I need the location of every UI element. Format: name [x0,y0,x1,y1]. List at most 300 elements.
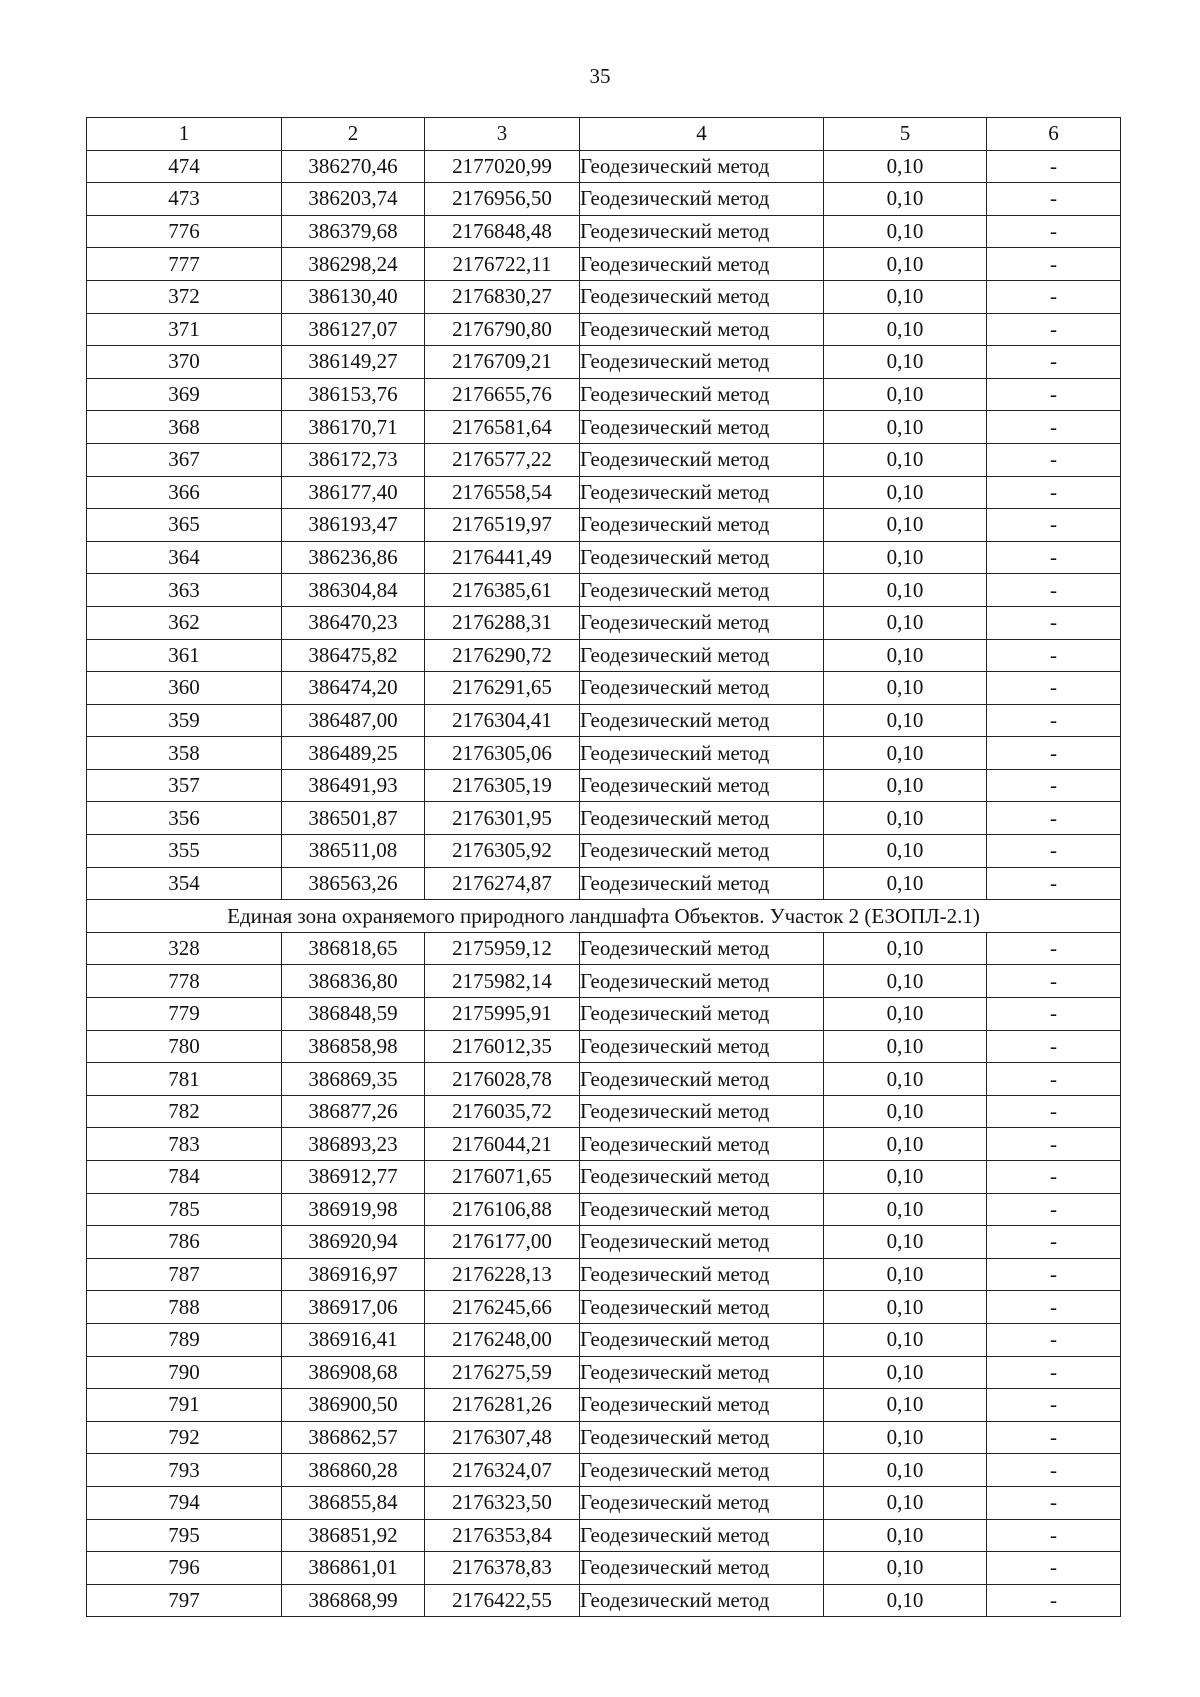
x-coordinate-cell: 386203,74 [282,183,425,216]
method-cell: Геодезический метод [580,1291,824,1324]
y-coordinate-cell: 2176274,87 [425,867,580,900]
point-number-cell: 473 [87,183,282,216]
method-cell: Геодезический метод [580,998,824,1031]
note-cell: - [987,574,1121,607]
method-cell: Геодезический метод [580,1552,824,1585]
y-coordinate-cell: 2176291,65 [425,672,580,705]
table-row [87,1519,1121,1552]
x-coordinate-cell: 386149,27 [282,346,425,379]
point-number-cell: 368 [87,411,282,444]
x-coordinate-cell: 386836,80 [282,965,425,998]
point-number-cell: 779 [87,998,282,1031]
accuracy-cell: 0,10 [824,1519,987,1552]
point-number-cell: 785 [87,1193,282,1226]
y-coordinate-cell: 2176305,06 [425,737,580,770]
note-cell: - [987,1552,1121,1585]
table-row [87,1193,1121,1226]
point-number-cell: 359 [87,704,282,737]
x-coordinate-cell: 386912,77 [282,1161,425,1194]
accuracy-cell: 0,10 [824,1389,987,1422]
point-number-cell: 355 [87,835,282,868]
table-row [87,1030,1121,1063]
y-coordinate-cell: 2176071,65 [425,1161,580,1194]
accuracy-cell: 0,10 [824,1486,987,1519]
x-coordinate-cell: 386127,07 [282,313,425,346]
method-cell: Геодезический метод [580,150,824,183]
note-cell: - [987,1486,1121,1519]
note-cell: - [987,1519,1121,1552]
accuracy-cell: 0,10 [824,1291,987,1324]
point-number-cell: 789 [87,1323,282,1356]
point-number-cell: 365 [87,509,282,542]
note-cell: - [987,932,1121,965]
table-row [87,509,1121,542]
point-number-cell: 797 [87,1584,282,1617]
note-cell: - [987,1323,1121,1356]
table-row [87,704,1121,737]
accuracy-cell: 0,10 [824,998,987,1031]
x-coordinate-cell: 386916,41 [282,1323,425,1356]
x-coordinate-cell: 386491,93 [282,769,425,802]
table-row [87,639,1121,672]
y-coordinate-cell: 2176304,41 [425,704,580,737]
x-coordinate-cell: 386818,65 [282,932,425,965]
accuracy-cell: 0,10 [824,1356,987,1389]
table-row [87,1226,1121,1259]
accuracy-cell: 0,10 [824,509,987,542]
table-row [87,802,1121,835]
method-cell: Геодезический метод [580,1389,824,1422]
point-number-cell: 796 [87,1552,282,1585]
table-row [87,378,1121,411]
point-number-cell: 793 [87,1454,282,1487]
table-row [87,443,1121,476]
y-coordinate-cell: 2176248,00 [425,1323,580,1356]
table-row [87,1356,1121,1389]
method-cell: Геодезический метод [580,835,824,868]
section-row [87,900,1121,933]
method-cell: Геодезический метод [580,476,824,509]
y-coordinate-cell: 2176245,66 [425,1291,580,1324]
method-cell: Геодезический метод [580,769,824,802]
accuracy-cell: 0,10 [824,867,987,900]
accuracy-cell: 0,10 [824,574,987,607]
table-row [87,1291,1121,1324]
method-cell: Геодезический метод [580,802,824,835]
table-body [87,118,1121,1617]
header-cell-2: 2 [282,118,425,151]
table-row [87,606,1121,639]
method-cell: Геодезический метод [580,411,824,444]
note-cell: - [987,737,1121,770]
note-cell: - [987,378,1121,411]
note-cell: - [987,248,1121,281]
point-number-cell: 372 [87,280,282,313]
accuracy-cell: 0,10 [824,1161,987,1194]
note-cell: - [987,769,1121,802]
x-coordinate-cell: 386304,84 [282,574,425,607]
accuracy-cell: 0,10 [824,476,987,509]
x-coordinate-cell: 386858,98 [282,1030,425,1063]
x-coordinate-cell: 386877,26 [282,1095,425,1128]
table-row [87,1389,1121,1422]
x-coordinate-cell: 386900,50 [282,1389,425,1422]
table-row [87,1584,1121,1617]
y-coordinate-cell: 2175995,91 [425,998,580,1031]
x-coordinate-cell: 386489,25 [282,737,425,770]
method-cell: Геодезический метод [580,509,824,542]
method-cell: Геодезический метод [580,1454,824,1487]
x-coordinate-cell: 386861,01 [282,1552,425,1585]
y-coordinate-cell: 2175959,12 [425,932,580,965]
point-number-cell: 363 [87,574,282,607]
y-coordinate-cell: 2176558,54 [425,476,580,509]
point-number-cell: 784 [87,1161,282,1194]
note-cell: - [987,1063,1121,1096]
method-cell: Геодезический метод [580,606,824,639]
point-number-cell: 778 [87,965,282,998]
table-row [87,1421,1121,1454]
note-cell: - [987,867,1121,900]
x-coordinate-cell: 386511,08 [282,835,425,868]
table-row [87,835,1121,868]
note-cell: - [987,183,1121,216]
y-coordinate-cell: 2176441,49 [425,541,580,574]
method-cell: Геодезический метод [580,1193,824,1226]
accuracy-cell: 0,10 [824,769,987,802]
accuracy-cell: 0,10 [824,932,987,965]
x-coordinate-cell: 386917,06 [282,1291,425,1324]
point-number-cell: 328 [87,932,282,965]
method-cell: Геодезический метод [580,1063,824,1096]
y-coordinate-cell: 2176228,13 [425,1258,580,1291]
note-cell: - [987,672,1121,705]
x-coordinate-cell: 386869,35 [282,1063,425,1096]
y-coordinate-cell: 2176848,48 [425,215,580,248]
x-coordinate-cell: 386474,20 [282,672,425,705]
x-coordinate-cell: 386270,46 [282,150,425,183]
table-row [87,672,1121,705]
accuracy-cell: 0,10 [824,378,987,411]
table-row [87,574,1121,607]
note-cell: - [987,1291,1121,1324]
point-number-cell: 788 [87,1291,282,1324]
accuracy-cell: 0,10 [824,150,987,183]
y-coordinate-cell: 2176324,07 [425,1454,580,1487]
method-cell: Геодезический метод [580,574,824,607]
method-cell: Геодезический метод [580,1486,824,1519]
header-cell-3: 3 [425,118,580,151]
point-number-cell: 360 [87,672,282,705]
note-cell: - [987,1128,1121,1161]
y-coordinate-cell: 2176288,31 [425,606,580,639]
y-coordinate-cell: 2176307,48 [425,1421,580,1454]
point-number-cell: 366 [87,476,282,509]
y-coordinate-cell: 2177020,99 [425,150,580,183]
x-coordinate-cell: 386177,40 [282,476,425,509]
method-cell: Геодезический метод [580,541,824,574]
x-coordinate-cell: 386916,97 [282,1258,425,1291]
accuracy-cell: 0,10 [824,280,987,313]
y-coordinate-cell: 2176655,76 [425,378,580,411]
table-row [87,998,1121,1031]
x-coordinate-cell: 386893,23 [282,1128,425,1161]
x-coordinate-cell: 386860,28 [282,1454,425,1487]
y-coordinate-cell: 2176035,72 [425,1095,580,1128]
method-cell: Геодезический метод [580,1226,824,1259]
y-coordinate-cell: 2176422,55 [425,1584,580,1617]
method-cell: Геодезический метод [580,1584,824,1617]
accuracy-cell: 0,10 [824,835,987,868]
note-cell: - [987,802,1121,835]
table-row [87,215,1121,248]
point-number-cell: 361 [87,639,282,672]
accuracy-cell: 0,10 [824,1128,987,1161]
method-cell: Геодезический метод [580,248,824,281]
x-coordinate-cell: 386298,24 [282,248,425,281]
accuracy-cell: 0,10 [824,346,987,379]
accuracy-cell: 0,10 [824,1552,987,1585]
x-coordinate-cell: 386501,87 [282,802,425,835]
accuracy-cell: 0,10 [824,1584,987,1617]
point-number-cell: 786 [87,1226,282,1259]
table-row [87,1258,1121,1291]
table-row [87,150,1121,183]
x-coordinate-cell: 386172,73 [282,443,425,476]
page-number: 35 [589,64,611,88]
method-cell: Геодезический метод [580,1128,824,1161]
note-cell: - [987,1161,1121,1194]
x-coordinate-cell: 386908,68 [282,1356,425,1389]
table-row [87,965,1121,998]
note-cell: - [987,411,1121,444]
point-number-cell: 791 [87,1389,282,1422]
method-cell: Геодезический метод [580,704,824,737]
x-coordinate-cell: 386236,86 [282,541,425,574]
accuracy-cell: 0,10 [824,1063,987,1096]
y-coordinate-cell: 2176177,00 [425,1226,580,1259]
y-coordinate-cell: 2176830,27 [425,280,580,313]
note-cell: - [987,704,1121,737]
section-title: Единая зона охраняемого природного ландшафта Объектов. Участок 2 (ЕЗОПЛ-2.1) [87,900,1121,933]
y-coordinate-cell: 2176790,80 [425,313,580,346]
note-cell: - [987,150,1121,183]
point-number-cell: 369 [87,378,282,411]
y-coordinate-cell: 2176106,88 [425,1193,580,1226]
method-cell: Геодезический метод [580,443,824,476]
table-row [87,183,1121,216]
point-number-cell: 362 [87,606,282,639]
table-row [87,1063,1121,1096]
table-row [87,1095,1121,1128]
point-number-cell: 783 [87,1128,282,1161]
note-cell: - [987,215,1121,248]
point-number-cell: 792 [87,1421,282,1454]
accuracy-cell: 0,10 [824,965,987,998]
point-number-cell: 370 [87,346,282,379]
point-number-cell: 357 [87,769,282,802]
accuracy-cell: 0,10 [824,672,987,705]
y-coordinate-cell: 2176281,26 [425,1389,580,1422]
x-coordinate-cell: 386153,76 [282,378,425,411]
note-cell: - [987,1226,1121,1259]
accuracy-cell: 0,10 [824,183,987,216]
method-cell: Геодезический метод [580,215,824,248]
accuracy-cell: 0,10 [824,1323,987,1356]
point-number-cell: 777 [87,248,282,281]
method-cell: Геодезический метод [580,183,824,216]
x-coordinate-cell: 386855,84 [282,1486,425,1519]
note-cell: - [987,280,1121,313]
x-coordinate-cell: 386862,57 [282,1421,425,1454]
note-cell: - [987,965,1121,998]
table-row [87,1552,1121,1585]
y-coordinate-cell: 2176722,11 [425,248,580,281]
method-cell: Геодезический метод [580,1258,824,1291]
y-coordinate-cell: 2176709,21 [425,346,580,379]
method-cell: Геодезический метод [580,346,824,379]
method-cell: Геодезический метод [580,1519,824,1552]
table-row [87,1161,1121,1194]
x-coordinate-cell: 386475,82 [282,639,425,672]
point-number-cell: 794 [87,1486,282,1519]
y-coordinate-cell: 2176353,84 [425,1519,580,1552]
accuracy-cell: 0,10 [824,215,987,248]
method-cell: Геодезический метод [580,867,824,900]
table-row [87,737,1121,770]
table-row [87,476,1121,509]
note-cell: - [987,639,1121,672]
point-number-cell: 367 [87,443,282,476]
accuracy-cell: 0,10 [824,1454,987,1487]
accuracy-cell: 0,10 [824,541,987,574]
note-cell: - [987,476,1121,509]
method-cell: Геодезический метод [580,1095,824,1128]
accuracy-cell: 0,10 [824,1226,987,1259]
note-cell: - [987,1193,1121,1226]
table-row [87,411,1121,444]
accuracy-cell: 0,10 [824,443,987,476]
table-row [87,313,1121,346]
y-coordinate-cell: 2176581,64 [425,411,580,444]
accuracy-cell: 0,10 [824,1095,987,1128]
y-coordinate-cell: 2176012,35 [425,1030,580,1063]
method-cell: Геодезический метод [580,1356,824,1389]
y-coordinate-cell: 2176301,95 [425,802,580,835]
y-coordinate-cell: 2176305,19 [425,769,580,802]
y-coordinate-cell: 2175982,14 [425,965,580,998]
x-coordinate-cell: 386170,71 [282,411,425,444]
method-cell: Геодезический метод [580,313,824,346]
y-coordinate-cell: 2176385,61 [425,574,580,607]
coordinates-table [86,117,1121,1617]
y-coordinate-cell: 2176028,78 [425,1063,580,1096]
table-row [87,1128,1121,1161]
header-cell-5: 5 [824,118,987,151]
point-number-cell: 780 [87,1030,282,1063]
method-cell: Геодезический метод [580,280,824,313]
table-row [87,541,1121,574]
x-coordinate-cell: 386379,68 [282,215,425,248]
note-cell: - [987,1584,1121,1617]
x-coordinate-cell: 386470,23 [282,606,425,639]
accuracy-cell: 0,10 [824,248,987,281]
x-coordinate-cell: 386848,59 [282,998,425,1031]
note-cell: - [987,313,1121,346]
accuracy-cell: 0,10 [824,606,987,639]
accuracy-cell: 0,10 [824,737,987,770]
accuracy-cell: 0,10 [824,1421,987,1454]
x-coordinate-cell: 386920,94 [282,1226,425,1259]
note-cell: - [987,1258,1121,1291]
x-coordinate-cell: 386851,92 [282,1519,425,1552]
y-coordinate-cell: 2176956,50 [425,183,580,216]
point-number-cell: 787 [87,1258,282,1291]
y-coordinate-cell: 2176323,50 [425,1486,580,1519]
table-row [87,1454,1121,1487]
point-number-cell: 358 [87,737,282,770]
y-coordinate-cell: 2176305,92 [425,835,580,868]
note-cell: - [987,1454,1121,1487]
header-cell-6: 6 [987,118,1121,151]
note-cell: - [987,835,1121,868]
point-number-cell: 790 [87,1356,282,1389]
accuracy-cell: 0,10 [824,639,987,672]
note-cell: - [987,1095,1121,1128]
x-coordinate-cell: 386868,99 [282,1584,425,1617]
point-number-cell: 781 [87,1063,282,1096]
method-cell: Геодезический метод [580,1421,824,1454]
point-number-cell: 474 [87,150,282,183]
note-cell: - [987,346,1121,379]
accuracy-cell: 0,10 [824,411,987,444]
table-row [87,1486,1121,1519]
point-number-cell: 782 [87,1095,282,1128]
x-coordinate-cell: 386193,47 [282,509,425,542]
note-cell: - [987,443,1121,476]
note-cell: - [987,606,1121,639]
method-cell: Геодезический метод [580,965,824,998]
accuracy-cell: 0,10 [824,802,987,835]
accuracy-cell: 0,10 [824,1193,987,1226]
y-coordinate-cell: 2176577,22 [425,443,580,476]
method-cell: Геодезический метод [580,737,824,770]
accuracy-cell: 0,10 [824,313,987,346]
table-row [87,346,1121,379]
table-row [87,248,1121,281]
accuracy-cell: 0,10 [824,1258,987,1291]
x-coordinate-cell: 386563,26 [282,867,425,900]
table-row [87,1323,1121,1356]
table-header-row [87,118,1121,151]
x-coordinate-cell: 386130,40 [282,280,425,313]
y-coordinate-cell: 2176044,21 [425,1128,580,1161]
table-row [87,769,1121,802]
table-row [87,867,1121,900]
x-coordinate-cell: 386919,98 [282,1193,425,1226]
point-number-cell: 795 [87,1519,282,1552]
note-cell: - [987,998,1121,1031]
method-cell: Геодезический метод [580,639,824,672]
method-cell: Геодезический метод [580,1323,824,1356]
y-coordinate-cell: 2176290,72 [425,639,580,672]
y-coordinate-cell: 2176519,97 [425,509,580,542]
header-cell-1: 1 [87,118,282,151]
note-cell: - [987,1356,1121,1389]
point-number-cell: 354 [87,867,282,900]
method-cell: Геодезический метод [580,1161,824,1194]
point-number-cell: 356 [87,802,282,835]
